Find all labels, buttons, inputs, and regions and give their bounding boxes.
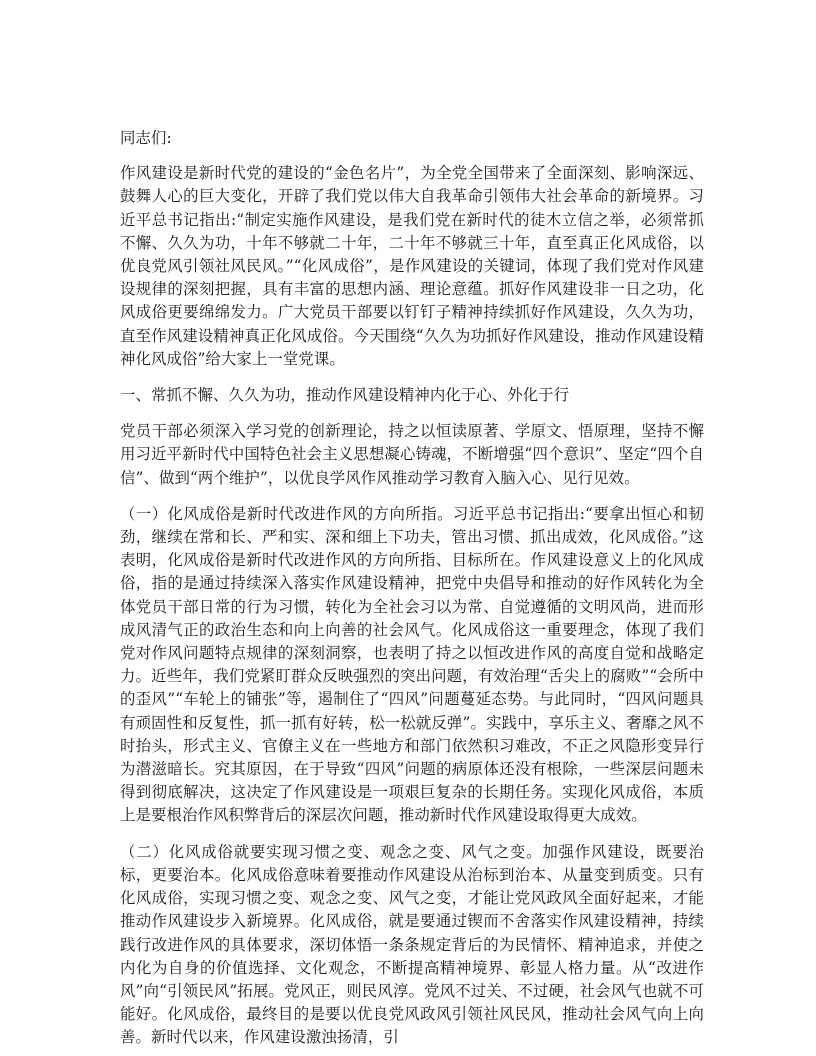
paragraph-point-two: （二）化风成俗就要实现习惯之变、观念之变、风气之变。加强作风建设，既要治标，更要治本。化风成俗意味着要推动作风建设从治标到治本、从量变到质变。只有化风成俗，实现习惯之变、观念之变、风气之变，才能让党风政风全面好起来，才能推动作风建设步入新境界。化风成俗，就是要通过锲而不舍落实作风建设精神，持续践行改进作风的具体要求，深切体悟一条条规定背后的为民情怀、精神追求，并使之内化为自身的价值选择、文化观念，不断提高精神境界、彰显人格力量。从“改进作风”向“引领民风”拓展。党风正，则民风淳。党风不过关、不过硬，社会风气也就不可能好。化风成俗，最终目的是要以优良党风政风引领社风民风，推动社会风气向上向善。新时代以来，作风建设激浊扬清，引 xyxy=(120,842,704,1047)
section-heading: 一、常抓不懈、久久为功，推动作风建设精神内化于心、外化于行 xyxy=(120,386,570,405)
document-page xyxy=(120,127,704,1050)
paragraph-study: 党员干部必须深入学习党的创新理论，持之以恒读原著、学原文、悟原理，坚持不懈用习近平新时代中国特色社会主义思想凝心铸魂，不断增强“四个意识”、坚定“四个自信”、做到“两个维护”，以优良学风作风推动学习教育入脑入心、见行见效。 xyxy=(120,422,704,487)
salutation: 同志们: xyxy=(120,129,172,147)
paragraph-point-one: （一）化风成俗是新时代改进作风的方向所指。习近平总书记指出:“要拿出恒心和韧劲，继续在常和长、严和实、深和细上下功夫，管出习惯、抓出成效，化风成俗。”这表明，化风成俗是新时代改进作风的方向所指、目标所在。作风建设意义上的化风成俗，指的是通过持续深入落实作风建设精神，把党中央倡导和推动的好作风转化为全体党员干部日常的行为习惯，转化为全社会习以为常、自觉遵循的文明风尚，进而形成风清气正的政治生态和向上向善的社会风气。化风成俗这一重要理念，体现了我们党对作风问题特点规律的深刻洞察，也表明了持之以恒改进作风的高度自觉和战略定力。近些年，我们党紧盯群众反映强烈的突出问题，有效治理“舌尖上的腐败”“会所中的歪风”“车轮上的铺张”等，遏制住了“四风”问题蔓延态势。与此同时，“四风问题具有顽固性和反复性，抓一抓有好转，松一松就反弹”。实践中，享乐主义、奢靡之风不时抬头，形式主义、官僚主义在一些地方和部门依然积习难改，不正之风隐形变异行为潜滋暗长。究其原因，在于导致“四风”问题的病原体还没有根除，一些深层问题未得到彻底解决，这决定了作风建设是一项艰巨复杂的长期任务。实现化风成俗，本质上是要根治作风积弊背后的深层次问题，推动新时代作风建设取得更大成效。 xyxy=(120,504,704,825)
paragraph-intro: 作风建设是新时代党的建设的“金色名片”，为全党全国带来了全面深刻、影响深远、鼓舞人心的巨大变化，开辟了我们党以伟大自我革命引领伟大社会革命的新境界。习近平总书记指出:“制定实施作风建设，是我们党在新时代的徒木立信之举，必须常抓不懈、久久为功，十年不够就二十年，二十年不够就三十年，直至真正化风成俗，以优良党风引领社风民风。”“化风成俗”，是作风建设的关键词，体现了我们党对作风建设规律的深刻把握，具有丰富的思想内涵、理论意蕴。抓好作风建设非一日之功，化风成俗更要绵绵发力。广大党员干部要以钉钉子精神持续抓好作风建设，久久为功，直至作风建设精神真正化风成俗。今天围绕“久久为功抓好作风建设，推动作风建设精神化风成俗”给大家上一堂党课。 xyxy=(120,164,704,368)
